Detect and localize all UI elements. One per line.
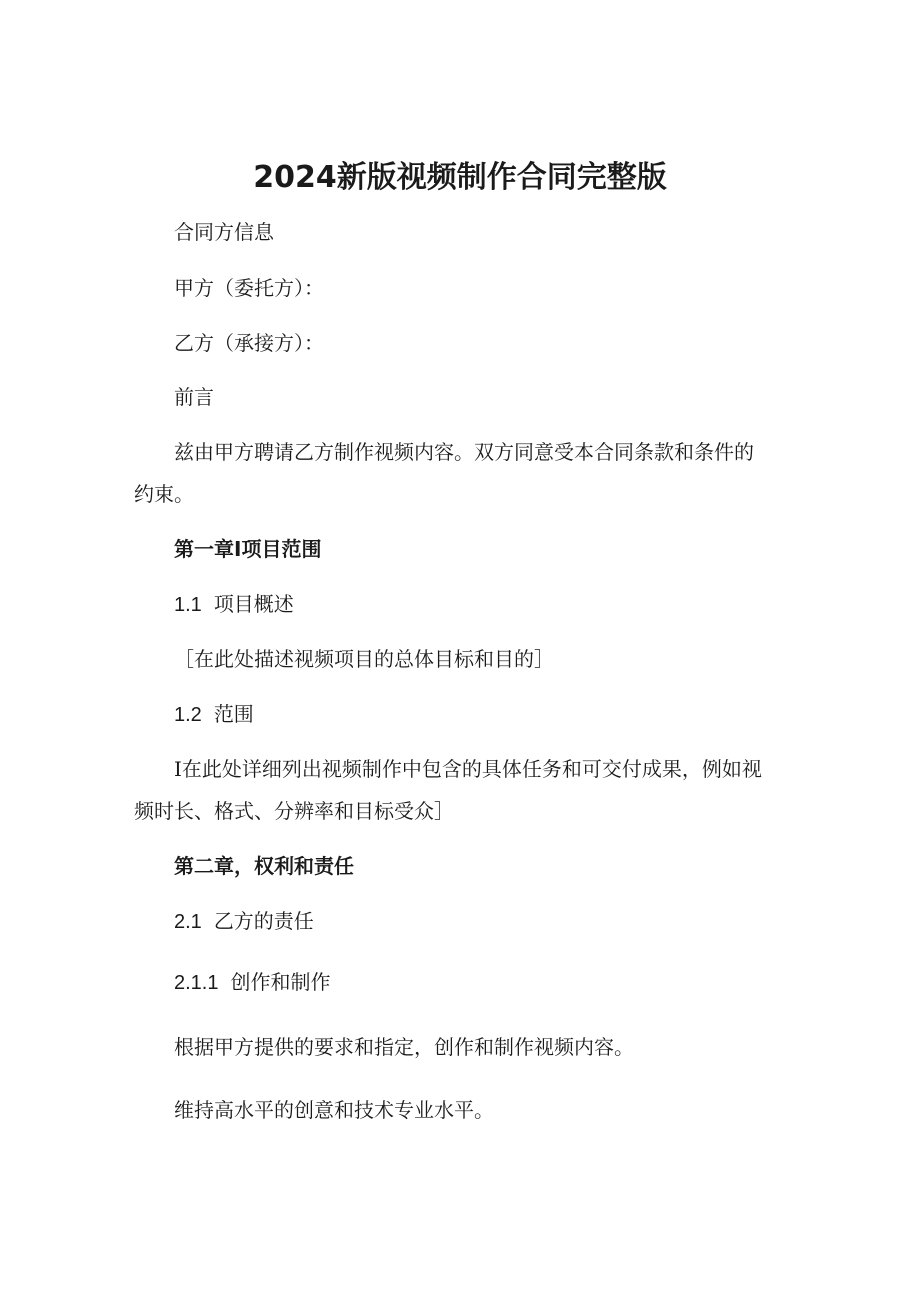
paragraph-maintain-quality: 维持高水平的创意和技术专业水平。: [174, 1098, 494, 1122]
preface-line-2: 约束。: [134, 482, 194, 506]
document-title: 2024新版视频制作合同完整版: [253, 160, 667, 195]
section-number: 2.1.1: [174, 972, 219, 994]
section-1-1-body: ［在此处描述视频项目的总体目标和目的］: [174, 647, 554, 671]
section-1-2: [174, 702, 254, 727]
section-1-2-body-line-1: I在此处详细列出视频制作中包含的具体任务和可交付成果，例如视: [174, 757, 762, 781]
party-b-label: 乙方（承接方）：: [174, 331, 324, 355]
section-title: 范围: [213, 702, 254, 726]
section-2-1: [174, 909, 314, 934]
preface-heading: 前言: [174, 385, 214, 409]
section-title: 乙方的责任: [213, 909, 314, 933]
chapter-1-heading: 第一章I项目范围: [174, 537, 322, 561]
section-1-1: [174, 592, 294, 617]
chapter-2-heading: 第二章，权利和责任: [174, 854, 354, 878]
preface-line-1: 兹由甲方聘请乙方制作视频内容。双方同意受本合同条款和条件的: [174, 440, 754, 464]
section-title: 项目概述: [213, 592, 294, 616]
section-1-2-body-line-2: 频时长、格式、分辨率和目标受众］: [134, 799, 454, 823]
party-info-heading: 合同方信息: [174, 220, 274, 244]
paragraph-create-produce: 根据甲方提供的要求和指定，创作和制作视频内容。: [174, 1035, 634, 1059]
section-number: 2.1: [174, 911, 202, 933]
section-2-1-1: [174, 970, 330, 995]
section-number: 1.1: [174, 594, 202, 616]
party-a-label: 甲方（委托方）：: [174, 276, 324, 300]
section-number: 1.2: [174, 704, 202, 726]
section-title: 创作和制作: [230, 970, 331, 994]
